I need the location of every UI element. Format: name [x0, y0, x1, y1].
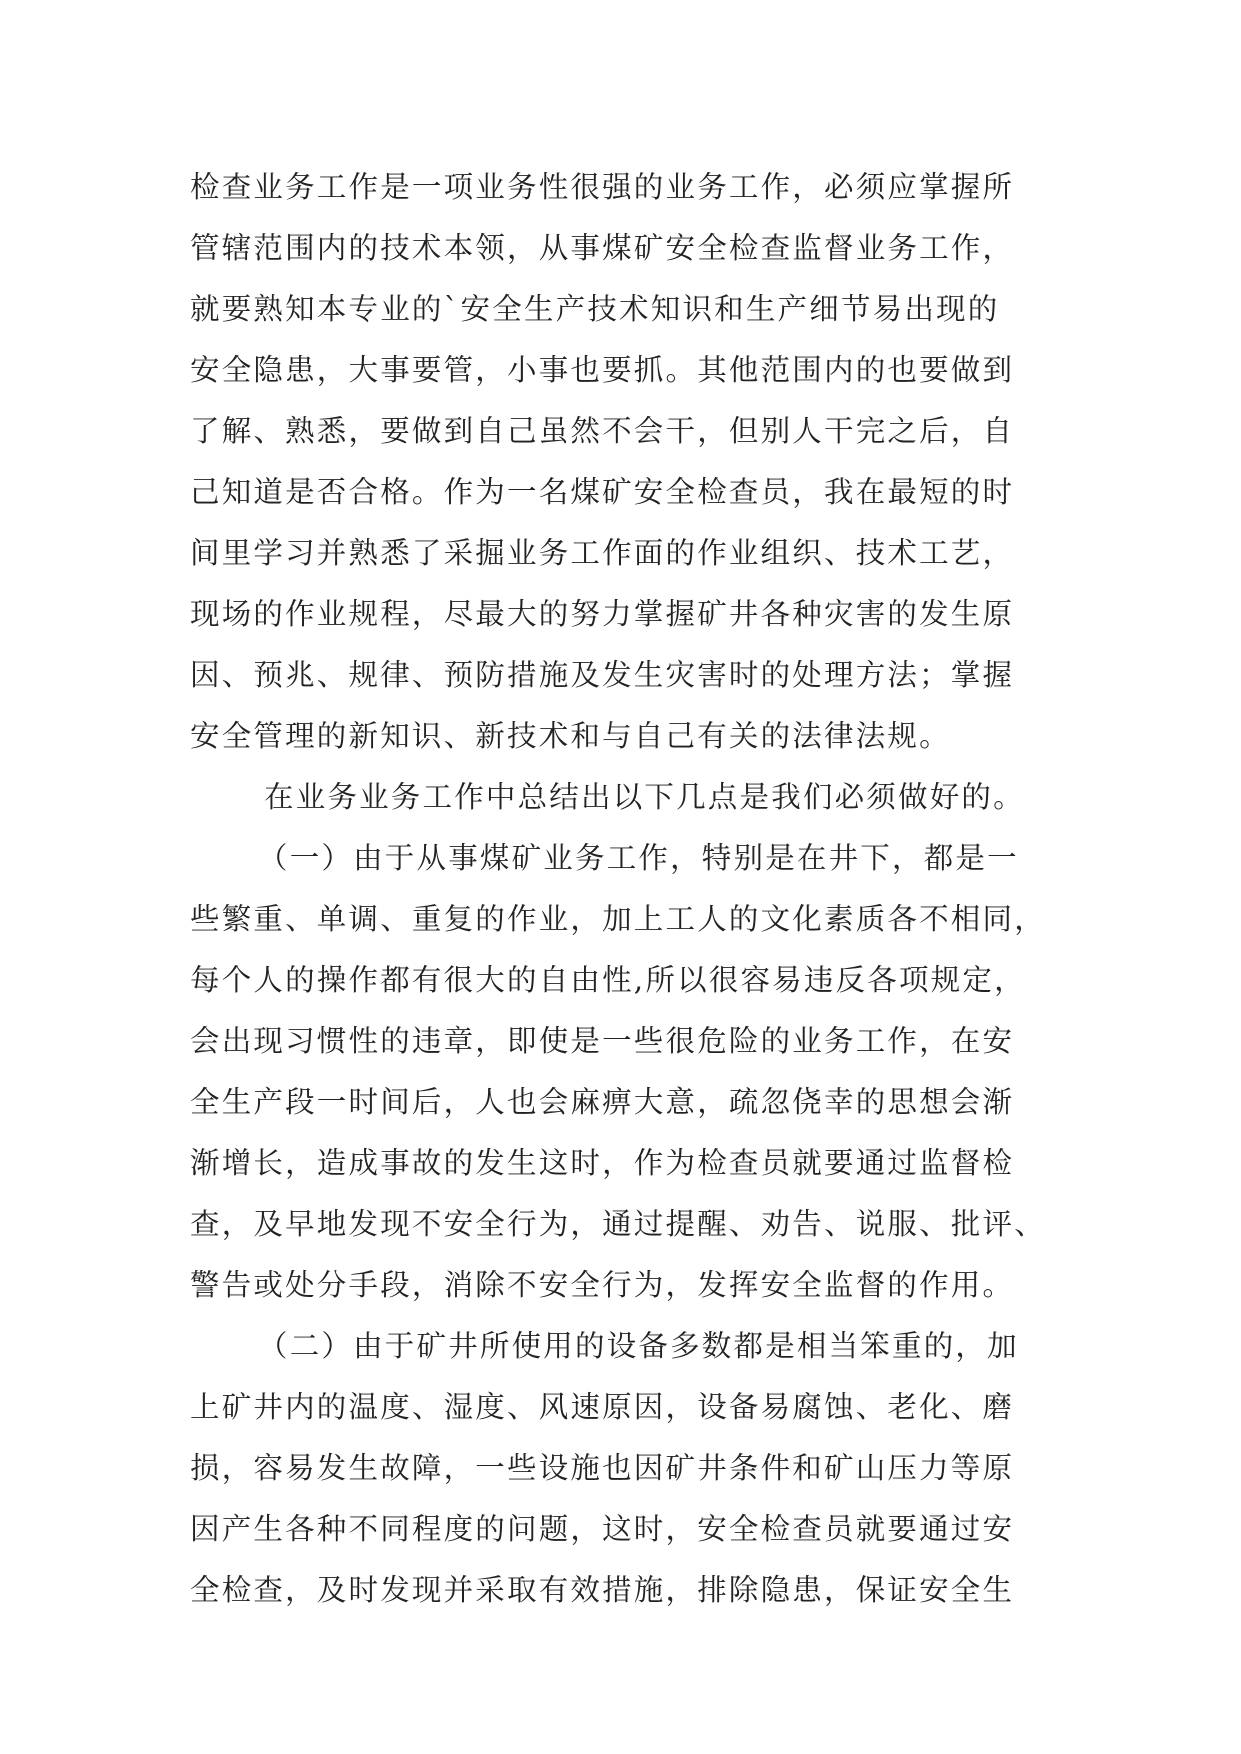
document-body [190, 157, 1050, 1621]
text-line-21: 上矿井内的温度、湿度、风速原因，设备易腐蚀、老化、磨 [190, 1390, 1015, 1424]
text-line-11: 在业务业务工作中总结出以下几点是我们必须做好的。 [264, 780, 1025, 814]
text-line-8: 现场的作业规程，尽最大的努力掌握矿井各种灾害的发生原 [190, 597, 1015, 631]
text-line-20: （二）由于矿井所使用的设备多数都是相当笨重的，加 [258, 1329, 1019, 1363]
text-line-18: 查，及早地发现不安全行为，通过提醒、劝告、说服、批评、 [190, 1207, 1046, 1241]
text-line-12: （一）由于从事煤矿业务工作，特别是在井下，都是一 [258, 841, 1019, 875]
text-line-1: 检查业务工作是一项业务性很强的业务工作，必须应掌握所 [190, 170, 1015, 204]
text-line-6: 己知道是否合格。作为一名煤矿安全检查员，我在最短的时 [190, 475, 1015, 509]
text-line-7: 间里学习并熟悉了采掘业务工作面的作业组织、技术工艺， [190, 536, 1015, 570]
text-line-10: 安全管理的新知识、新技术和与自己有关的法律法规。 [190, 719, 951, 753]
text-line-19: 警告或处分手段，消除不安全行为，发挥安全监督的作用。 [190, 1268, 1015, 1302]
text-line-13: 些繁重、单调、重复的作业，加上工人的文化素质各不相同， [190, 902, 1046, 936]
text-line-9: 因、预兆、规律、预防措施及发生灾害时的处理方法；掌握 [190, 658, 1015, 692]
text-line-3: 就要熟知本专业的`安全生产技术知识和生产细节易出现的 [190, 292, 1000, 326]
text-line-14: 每个人的操作都有很大的自由性,所以很容易违反各项规定， [190, 963, 1026, 997]
text-line-15: 会出现习惯性的违章，即使是一些很危险的业务工作，在安 [190, 1024, 1015, 1058]
text-line-4: 安全隐患，大事要管，小事也要抓。其他范围内的也要做到 [190, 353, 1015, 387]
text-line-2: 管辖范围内的技术本领，从事煤矿安全检查监督业务工作， [190, 231, 1015, 265]
text-line-24: 全检查，及时发现并采取有效措施，排除隐患，保证安全生 [190, 1573, 1015, 1607]
text-line-23: 因产生各种不同程度的问题，这时，安全检查员就要通过安 [190, 1512, 1015, 1546]
text-line-22: 损，容易发生故障，一些设施也因矿井条件和矿山压力等原 [190, 1451, 1015, 1485]
text-line-16: 全生产段一时间后，人也会麻痹大意，疏忽侥幸的思想会渐 [190, 1085, 1015, 1119]
text-line-17: 渐增长，造成事故的发生这时，作为检查员就要通过监督检 [190, 1146, 1015, 1180]
text-line-5: 了解、熟悉，要做到自己虽然不会干，但别人干完之后，自 [190, 414, 1015, 448]
